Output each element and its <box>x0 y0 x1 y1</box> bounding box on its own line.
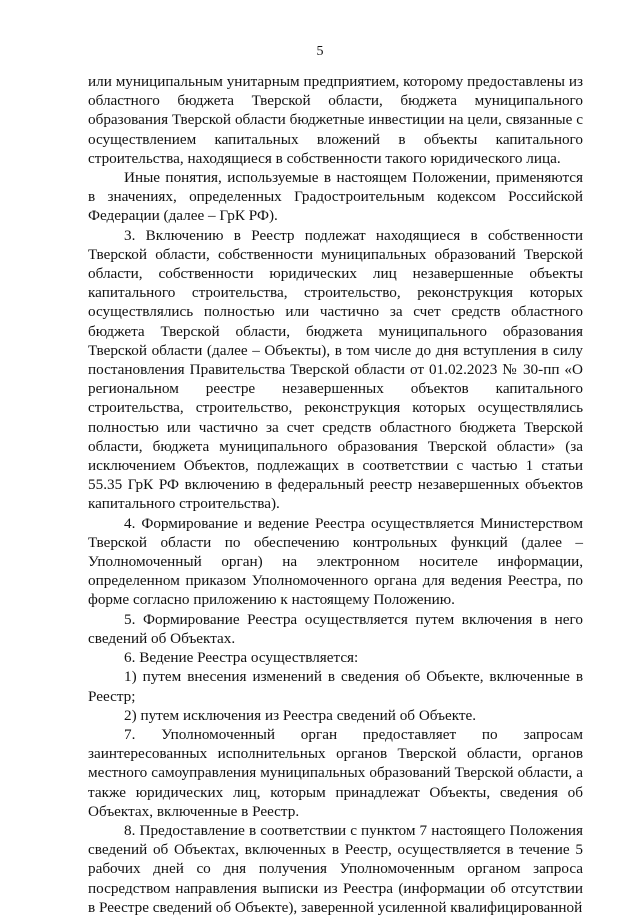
paragraph-item-4: 4. Формирование и ведение Реестра осуществляется Министерством Тверской области по обеспечению контрольных функций (далее – Уполномоченный орган) на электронном носителе информации, определенном приказом Уполномоченного органа для ведения Реестра, по форме согласно приложению к настоящему Положению. <box>88 514 583 609</box>
paragraph-item-7: 7. Уполномоченный орган предоставляет по запросам заинтересованных исполнительных органов Тверской области, органов местного самоуправления муниципальных образований Тверской области, а также юридических лиц, которым принадлежат Объекты, сведения об Объектах, включенные в Реестр. <box>88 725 583 820</box>
paragraph-item-6-2: 2) путем исключения из Реестра сведений об Объекте. <box>124 706 477 724</box>
document-body <box>88 72 583 917</box>
paragraph-item-6: 6. Ведение Реестра осуществляется: <box>124 649 359 667</box>
paragraph-item-5: 5. Формирование Реестра осуществляется путем включения в него сведений об Объектах. <box>88 610 583 647</box>
page-number: 5 <box>316 44 324 59</box>
paragraph-item-8: 8. Предоставление в соответствии с пунктом 7 настоящего Положения сведений об Объектах, включенных в Реестр, осуществляется в течение 5 рабочих дней со дня получения Уполномоченным органом запроса посредством направления выписки из Реестра (информации об отсутствии в Реестре сведений об Объекте), заверенной усиленной квалифицированной <box>88 821 583 916</box>
paragraph-continuation: или муниципальным унитарным предприятием, которому предоставлены из областного бюджета Тверской области, бюджета муниципального образования Тверской области бюджетные инвестиции на цели, связанные с осуществлением капитальных вложений в объекты капитального строительства, находящиеся в собственности такого юридического лица. <box>88 73 583 167</box>
paragraph-item-3: 3. Включению в Реестр подлежат находящиеся в собственности Тверской области, собственности муниципальных образований Тверской области, собственности юридических лиц незавершенные объекты капитального строительства, строительство, реконструкция которых осуществлялись полностью или частично за счет средств областного бюджета Тверской области, бюджета муниципального образования Тверской области (далее – Объекты), в том числе до дня вступления в силу постановления Правительства Тверской области от 01.02.2023 № 30-пп «О региональном реестре незавершенных объектов капитального строительства, строительство, реконструкция которых осуществлялись полностью или частично за счет средств областного бюджета Тверской области, бюджета муниципального образования Тверской области» (за исключением Объектов, подлежащих в соответствии с частью 1 статьи 55.35 ГрК РФ включению в федеральный реестр незавершенных объектов капитального строительства). <box>88 226 583 513</box>
paragraph-other-terms: Иные понятия, используемые в настоящем Положении, применяются в значениях, определенных Градостроительным кодексом Российской Федерации (далее – ГрК РФ). <box>88 169 583 225</box>
paragraph-item-6-1: 1) путем внесения изменений в сведения об Объекте, включенные в Реестр; <box>88 668 583 705</box>
